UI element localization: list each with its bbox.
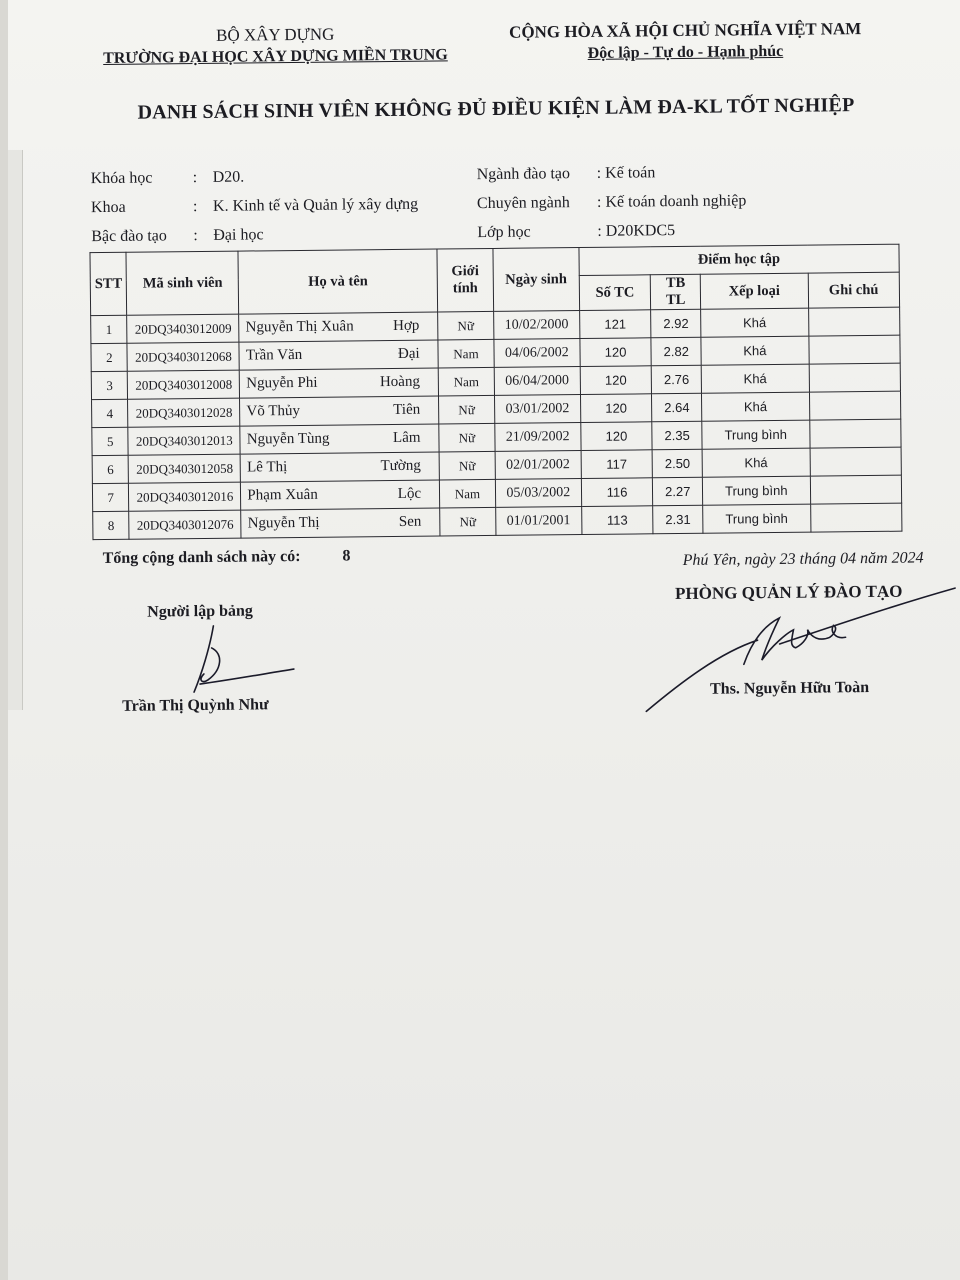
cell-ho: Nguyễn Thị (247, 514, 320, 532)
cell-xep-loai: Trung bình (702, 420, 810, 449)
maker-label: Người lập bảng (147, 602, 253, 621)
cell-so-tc: 120 (580, 338, 652, 367)
total-value: 8 (342, 547, 351, 565)
nganh-label: Ngành đào tạo (476, 165, 571, 184)
khoa-hoc-label: Khóa học (90, 169, 153, 188)
header-diem-hoc-tap: Điểm học tập (579, 244, 900, 275)
chuyen-nganh-label: Chuyên ngành (476, 194, 570, 213)
header-ngay-sinh: Ngày sinh (493, 248, 580, 312)
header-ho-ten: Họ và tên (238, 249, 437, 314)
lop-hoc-value: : D20KDC5 (597, 222, 676, 240)
cell-ghi-chu (808, 335, 900, 364)
cell-tb-tl: 2.50 (652, 449, 702, 478)
department-name: PHÒNG QUẢN LÝ ĐÀO TẠO (674, 581, 903, 604)
cell-tb-tl: 2.31 (653, 505, 703, 534)
cell-so-tc: 121 (579, 310, 651, 339)
cell-ten: Tường (380, 457, 421, 475)
cell-ngay-sinh: 01/01/2001 (496, 507, 582, 536)
cell-gioi-tinh: Nữ (439, 451, 495, 480)
document-title: DANH SÁCH SINH VIÊN KHÔNG ĐỦ ĐIỀU KIỆN LÀM ĐA-KL TỐT NGHIỆP (137, 94, 855, 124)
cell-stt: 5 (92, 427, 129, 455)
cell-ho: Phạm Xuân (247, 486, 318, 504)
cell-ma-sv: 20DQ3403012016 (129, 482, 241, 511)
cell-so-tc: 120 (581, 422, 653, 451)
total-label: Tổng cộng danh sách này có: (102, 547, 301, 568)
cell-ma-sv: 20DQ3403012013 (128, 426, 240, 455)
header-ghi-chu: Ghi chú (808, 272, 900, 308)
cell-xep-loai: Khá (701, 308, 809, 337)
ministry-name: BỘ XÂY DỰNG (215, 24, 335, 45)
student-table (89, 244, 902, 540)
cell-ho: Võ Thủy (246, 402, 301, 420)
cell-so-tc: 120 (580, 366, 652, 395)
cell-ngay-sinh: 05/03/2002 (495, 479, 581, 508)
header-so-tc: Số TC (579, 275, 651, 311)
header-tb-tl: TB TL (651, 274, 701, 310)
cell-ho-ten (240, 368, 439, 398)
khoa-value: K. Kinh tế và Quản lý xây dựng (212, 195, 419, 215)
cell-tb-tl: 2.82 (651, 337, 701, 366)
cell-ngay-sinh: 06/04/2000 (494, 367, 580, 396)
cell-ho: Lê Thị (247, 459, 288, 476)
cell-xep-loai: Trung bình (703, 504, 811, 533)
cell-stt: 8 (93, 511, 130, 539)
document-content (8, 0, 960, 1280)
info-colon: : (193, 227, 198, 245)
cell-ten: Tiên (393, 401, 421, 418)
cell-so-tc: 117 (581, 450, 653, 479)
table-header (90, 244, 900, 315)
cell-stt: 6 (92, 455, 129, 483)
cell-ho: Nguyễn Tùng (246, 430, 330, 448)
cell-tb-tl: 2.35 (652, 421, 702, 450)
national-motto: Độc lập - Tự do - Hạnh phúc (587, 42, 784, 62)
cell-ma-sv: 20DQ3403012028 (128, 398, 240, 427)
cell-stt: 1 (91, 315, 128, 343)
university-name: TRƯỜNG ĐẠI HỌC XÂY DỰNG MIỀN TRUNG (103, 46, 448, 68)
cell-ghi-chu (810, 475, 902, 504)
cell-gioi-tinh: Nam (438, 339, 494, 368)
cell-stt: 4 (92, 399, 129, 427)
cell-ten: Đại (397, 345, 420, 362)
cell-ghi-chu (809, 419, 901, 448)
cell-so-tc: 120 (580, 394, 652, 423)
national-header (485, 18, 885, 66)
cell-ten: Lộc (397, 485, 422, 502)
info-colon: : (192, 198, 198, 216)
lop-hoc-label: Lớp học (477, 223, 531, 242)
khoa-label: Khoa (90, 198, 126, 217)
cell-ghi-chu (809, 363, 901, 392)
cell-ma-sv: 20DQ3403012076 (129, 510, 241, 539)
cell-tb-tl: 2.92 (651, 309, 701, 338)
cell-tb-tl: 2.76 (652, 365, 702, 394)
header-ma-sv: Mã sinh viên (126, 251, 239, 315)
cell-stt: 7 (92, 483, 129, 511)
cell-gioi-tinh: Nam (438, 367, 494, 396)
cell-ho: Trần Văn (245, 346, 303, 364)
cell-ho-ten (240, 452, 439, 482)
cell-ho-ten (240, 396, 439, 426)
cell-gioi-tinh: Nữ (439, 395, 495, 424)
signer-name: Ths. Nguyễn Hữu Toàn (709, 679, 870, 698)
cell-gioi-tinh: Nữ (438, 311, 494, 340)
cell-ma-sv: 20DQ3403012008 (128, 370, 240, 399)
header-xep-loai: Xếp loại (700, 273, 808, 309)
cell-ho-ten (239, 340, 438, 370)
cell-ten: Hoàng (379, 373, 420, 391)
cell-ghi-chu (808, 307, 900, 336)
cell-so-tc: 116 (581, 478, 653, 507)
cell-ma-sv: 20DQ3403012068 (127, 342, 239, 371)
cell-ho-ten (240, 424, 439, 454)
header-gioi-tinh: Giới tính (437, 248, 493, 312)
cell-ngay-sinh: 03/01/2002 (494, 395, 580, 424)
cell-ten: Sen (398, 513, 422, 530)
cell-ho: Nguyễn Thị Xuân (245, 318, 354, 336)
cell-ten: Hợp (392, 317, 420, 334)
cell-so-tc: 113 (581, 506, 653, 535)
header-stt: STT (90, 252, 127, 315)
republic-name: CỘNG HÒA XÃ HỘI CHỦ NGHĨA VIỆT NAM (509, 19, 862, 42)
cell-ho-ten (241, 508, 440, 538)
bac-dao-tao-label: Bậc đào tạo (91, 227, 167, 246)
cell-ghi-chu (810, 447, 902, 476)
bac-dao-tao-value: Đại học (213, 226, 264, 244)
cell-ho-ten (239, 312, 438, 342)
cell-ma-sv: 20DQ3403012009 (127, 314, 239, 343)
cell-xep-loai: Khá (702, 448, 810, 477)
table-body (91, 307, 902, 539)
cell-gioi-tinh: Nữ (439, 423, 495, 452)
total-line (103, 547, 351, 568)
chuyen-nganh-value: : Kế toán doanh nghiệp (596, 192, 747, 211)
maker-signature (171, 617, 302, 698)
cell-ngay-sinh: 02/01/2002 (495, 451, 581, 480)
cell-ho-ten (241, 480, 440, 510)
place-date: Phú Yên, ngày 23 tháng 04 năm 2024 (682, 549, 924, 569)
info-colon: : (192, 169, 198, 187)
cell-ghi-chu (809, 391, 901, 420)
cell-xep-loai: Khá (701, 364, 809, 393)
maker-name: Trần Thị Quỳnh Như (122, 696, 269, 715)
document-page (8, 0, 960, 1280)
cell-gioi-tinh: Nam (439, 479, 495, 508)
cell-ngay-sinh: 21/09/2002 (495, 423, 581, 452)
issuer-header (80, 22, 470, 70)
cell-ghi-chu (810, 503, 902, 532)
cell-xep-loai: Khá (701, 336, 809, 365)
cell-stt: 2 (91, 343, 128, 371)
nganh-value: : Kế toán (596, 164, 656, 182)
cell-xep-loai: Khá (702, 392, 810, 421)
cell-xep-loai: Trung bình (703, 476, 811, 505)
cell-ho: Nguyễn Phi (246, 374, 318, 392)
cell-ngay-sinh: 10/02/2000 (493, 311, 579, 340)
cell-tb-tl: 2.27 (653, 477, 703, 506)
signer-signature (639, 580, 960, 723)
cell-tb-tl: 2.64 (652, 393, 702, 422)
cell-ma-sv: 20DQ3403012058 (129, 454, 241, 483)
cell-ngay-sinh: 04/06/2002 (494, 339, 580, 368)
khoa-hoc-value: D20. (212, 168, 245, 186)
cell-stt: 3 (91, 371, 128, 399)
cell-gioi-tinh: Nữ (440, 507, 496, 536)
cell-ten: Lâm (392, 429, 421, 447)
